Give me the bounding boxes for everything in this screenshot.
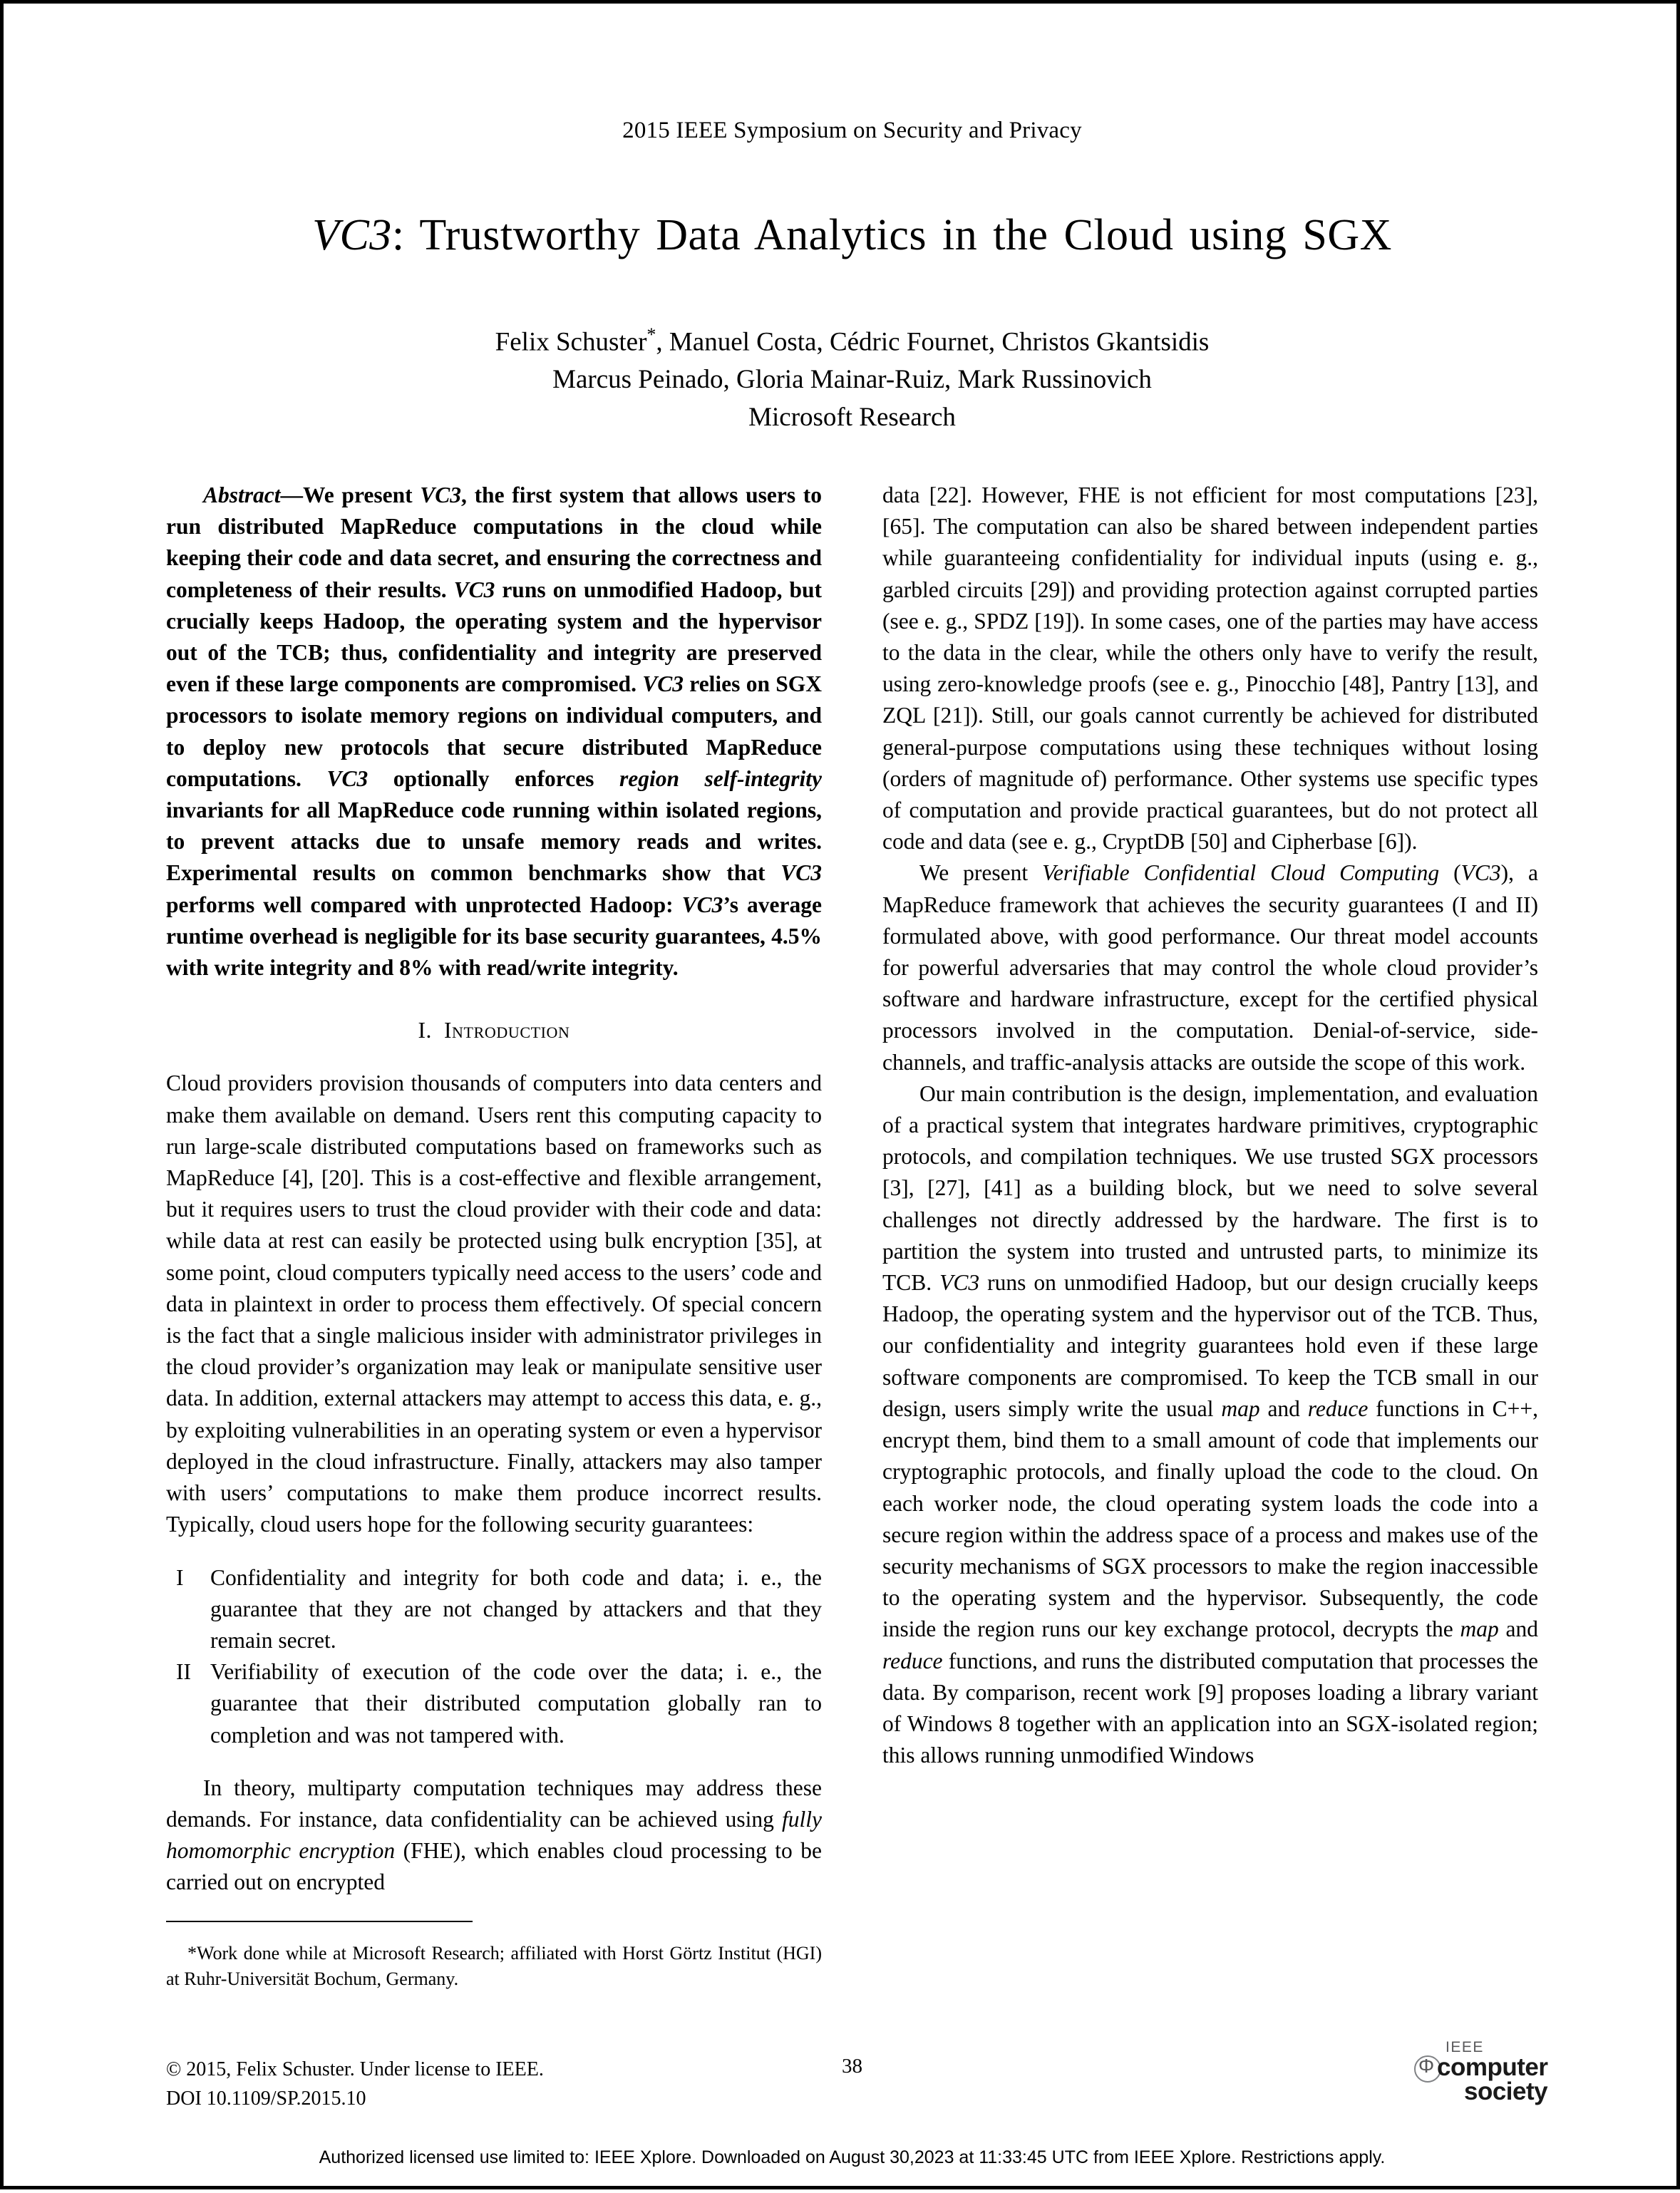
list-item-marker: II: [176, 1659, 191, 1685]
right-p3-part-a: Our main contribution is the design, implementation, and evaluation of a practical system that integrates hardware primitives, cryptographic protocols, and compilation techniques. We use trusted SGX processors [3], [27], [41] as a building block, but we need to solve several challenges not directly addressed by the hardware. The first is to partition the system into trusted and untrusted parts, to minimize its TCB.: [882, 1080, 1538, 1296]
license-banner: Authorized licensed use limited to: IEEE Xplore. Downloaded on August 30,2023 at 11:33:45 UTC from IEEE Xplore. Restrictions apply.: [319, 2147, 1386, 2167]
footnote: *Work done while at Microsoft Research; affiliated with Horst Görtz Institut (HGI) at Ruhr-Universität Bochum, Germany.: [166, 1943, 822, 1989]
intro-paragraph-1: Cloud providers provision thousands of computers into data centers and make them available on demand. Users rent this computing capacity to run large-scale distributed computations based on frameworks such as MapReduce [4], [20]. This is a cost-effective and flexible arrangement, but it requires users to trust the cloud provider with their code and data: while data at rest can easily be protected using bulk encryption [35], at some point, cloud computers typically need access to the users’ code and data in plaintext in order to process them effectively. Of special concern is the fact that a single malicious insider with administrator privileges in the cloud provider’s organization may leak or manipulate sensitive user data. In addition, external attackers may attempt to access this data, e. g., by exploiting vulnerabilities in an operating system or even a hypervisor deployed in the cloud infrastructure. Finally, attackers may also tamper with users’ computations to make them produce incorrect results. Typically, cloud users hope for the following security guarantees:: [166, 1070, 822, 1537]
page-content-area: [166, 4, 1548, 2193]
abstract-vc3-1: VC3: [420, 483, 462, 507]
abstract-text-1: We present: [303, 483, 421, 507]
list-item-text: Confidentiality and integrity for both code and data; i. e., the guarantee that they are not changed by attackers and that they remain secret.: [210, 1564, 822, 1653]
abstract-text-8: ’s average runtime overhead is negligible for its base security guarantees, 4.5% with write integrity and 8% with read/write integrity.: [166, 892, 822, 981]
abstract-vc3-3: VC3: [642, 671, 684, 697]
abstract-dash: —: [280, 483, 304, 507]
footnote-rule: [166, 1921, 473, 1922]
author-line-2: Marcus Peinado, Gloria Mainar-Ruiz, Mark Russinovich: [552, 365, 1152, 395]
right-p3-reduce-1: reduce: [1307, 1395, 1369, 1421]
right-p3-part-d: functions in C++, encrypt them, bind them to a small amount of code that implements our cryptographic protocols, and finally upload the code to the cloud. On each worker node, the cloud operating system loads the code into a secure region within the address space of a process and makes use of the security mechanisms of SGX processors to make the region inaccessible to the operating system and the hypervisor. Subsequently, the code inside the region runs our key exchange protocol, decrypts the: [882, 1395, 1538, 1642]
abstract-paragraph: [166, 480, 822, 984]
author-line-1-names-a: Felix Schuster: [495, 327, 647, 357]
author-line-1-names-b: , Manuel Costa, Cédric Fournet, Christos Gkantsidis: [656, 327, 1210, 357]
list-item-text: Verifiability of execution of the code over the data; i. e., the guarantee that their distributed computation globally ran to completion and was not tampered with.: [210, 1659, 822, 1748]
right-p3-part-b: runs on unmodified Hadoop, but our design crucially keeps Hadoop, the operating system and the hypervisor out of the TCB. Thus, our confidentiality and integrity guarantees hold even if these large software components are compromised. To keep the TCB small in our design, users simply write the usual: [882, 1270, 1538, 1421]
abstract-italic-term: region self-integrity: [619, 765, 822, 791]
abstract-vc3-5: VC3: [780, 860, 822, 886]
logo-computer-text: computer: [1437, 2053, 1548, 2081]
abstract-vc3-2: VC3: [453, 577, 495, 602]
ieee-computer-society-logo: [1366, 2039, 1548, 2117]
logo-phi-icon: Φ: [1418, 2055, 1435, 2077]
abstract-text-7: performs well compared with unprotected Hadoop:: [166, 892, 682, 917]
page-title: [166, 210, 1538, 261]
right-p3-vc3: VC3: [939, 1270, 980, 1296]
page-footer: [166, 2039, 1548, 2147]
right-p2-part-b: (: [1439, 860, 1461, 886]
abstract-vc3-6: VC3: [681, 892, 723, 917]
doi-line: DOI 10.1109/SP.2015.10: [166, 2088, 366, 2110]
list-item: [166, 1656, 822, 1751]
abstract-vc3-4: VC3: [326, 765, 369, 791]
right-p3-part-e: and: [1498, 1616, 1539, 1642]
running-head: 2015 IEEE Symposium on Security and Privacy: [622, 118, 1082, 143]
right-p2-part-a: We present: [919, 860, 1043, 886]
intro-paragraph-2: [166, 1773, 822, 1899]
right-p3-map-2: map: [1460, 1616, 1499, 1642]
right-column: [882, 480, 1538, 1771]
author-line-1: [166, 316, 1538, 361]
list-item: [166, 1562, 822, 1657]
logo-ieee-text: IEEE: [1445, 2039, 1484, 2055]
title-italic-prefix: VC3: [312, 211, 392, 259]
intro-p2-part-b: (FHE), which enables cloud processing to be carried out on encrypted: [166, 1838, 822, 1895]
abstract-text-4: relies on SGX processors to isolate memory regions on individual computers, and to deploy new protocols that secure distributed MapReduce computations.: [166, 671, 822, 791]
intro-p2-part-a: In theory, multiparty computation techniques may address these demands. For instance, data confidentiality can be achieved using: [166, 1775, 822, 1832]
right-p2-vc3: VC3: [1460, 860, 1501, 886]
author-block: [166, 316, 1538, 436]
abstract-label: Abstract: [203, 483, 281, 507]
security-guarantees-list: [166, 1562, 822, 1751]
abstract-text-5: optionally enforces: [368, 765, 619, 791]
section-number: I.: [418, 1018, 433, 1043]
author-affiliation-marker: *: [646, 324, 656, 345]
abstract-text-3: runs on unmodified Hadoop, but crucially keeps Hadoop, the operating system and the hypervisor out of the TCB; thus, confidentiality and integrity are preserved even if these large components are compromised.: [166, 577, 822, 697]
intro-p2-italic-term: fully homomorphic encryption: [166, 1806, 822, 1864]
section-name: Introduction: [443, 1018, 570, 1043]
title-rest: : Trustworthy Data Analytics in the Cloud using SGX: [391, 211, 1392, 259]
right-paragraph-3: [882, 1078, 1538, 1771]
right-p2-part-c: ), a MapReduce framework that achieves the security guarantees (I and II) formulated above, with good performance. Our threat model accounts for powerful adversaries that may control the whole cloud provider’s software and hardware infrastructure, except for the certified physical processors involved in the computation. Denial-of-service, side-channels, and traffic-analysis attacks are outside the scope of this work.: [882, 860, 1538, 1075]
page-number: 38: [842, 2055, 862, 2078]
left-column: [166, 480, 822, 1899]
section-heading-introduction: [166, 1015, 822, 1046]
right-paragraph-1: data [22]. However, FHE is not efficient for most computations [23], [65]. The computation can also be shared between independent parties while guaranteeing confidentiality for individual inputs (using e. g., garbled circuits [29]) and providing protection against corrupted parties (see e. g., SPDZ [19]). In some cases, one of the parties may have access to the data in the clear, while the others only have to verify the result, using zero-knowledge proofs (see e. g., Pinocchio [48], Pantry [13], and ZQL [21]). Still, our goals cannot currently be achieved for distributed general-purpose computations using these techniques without losing (orders of magnitude of) performance. Other systems use specific types of computation and provide practical guarantees, but do not protect all code and data (see e. g., CryptDB [50] and Cipherbase [6]).: [882, 483, 1538, 855]
abstract-text-2: , the first system that allows users to run distributed MapReduce computations in the cloud while keeping their code and data secret, and ensuring the correctness and completeness of their results.: [166, 483, 822, 602]
right-p2-italic-term: Verifiable Confidential Cloud Computing: [1042, 860, 1440, 886]
copyright-line-1: © 2015, Felix Schuster. Under license to IEEE.: [166, 2058, 544, 2080]
list-item-marker: I: [176, 1564, 184, 1590]
right-paragraph-2: [882, 857, 1538, 1078]
right-p3-map-1: map: [1221, 1395, 1260, 1421]
logo-society-text: society: [1464, 2078, 1548, 2105]
abstract-text-6: invariants for all MapReduce code running within isolated regions, to prevent attacks due to unsafe memory reads and writes. Experimental results on common benchmarks show that: [166, 798, 822, 886]
right-p3-part-f: functions, and runs the distributed computation that processes the data. By comparison, recent work [9] proposes loading a library variant of Windows 8 together with an application into an SGX-isolated region; this allows running unmodified Windows: [882, 1648, 1538, 1768]
right-p3-reduce-2: reduce: [882, 1648, 943, 1673]
right-p3-part-c: and: [1259, 1395, 1308, 1421]
author-affiliation: Microsoft Research: [748, 403, 956, 433]
